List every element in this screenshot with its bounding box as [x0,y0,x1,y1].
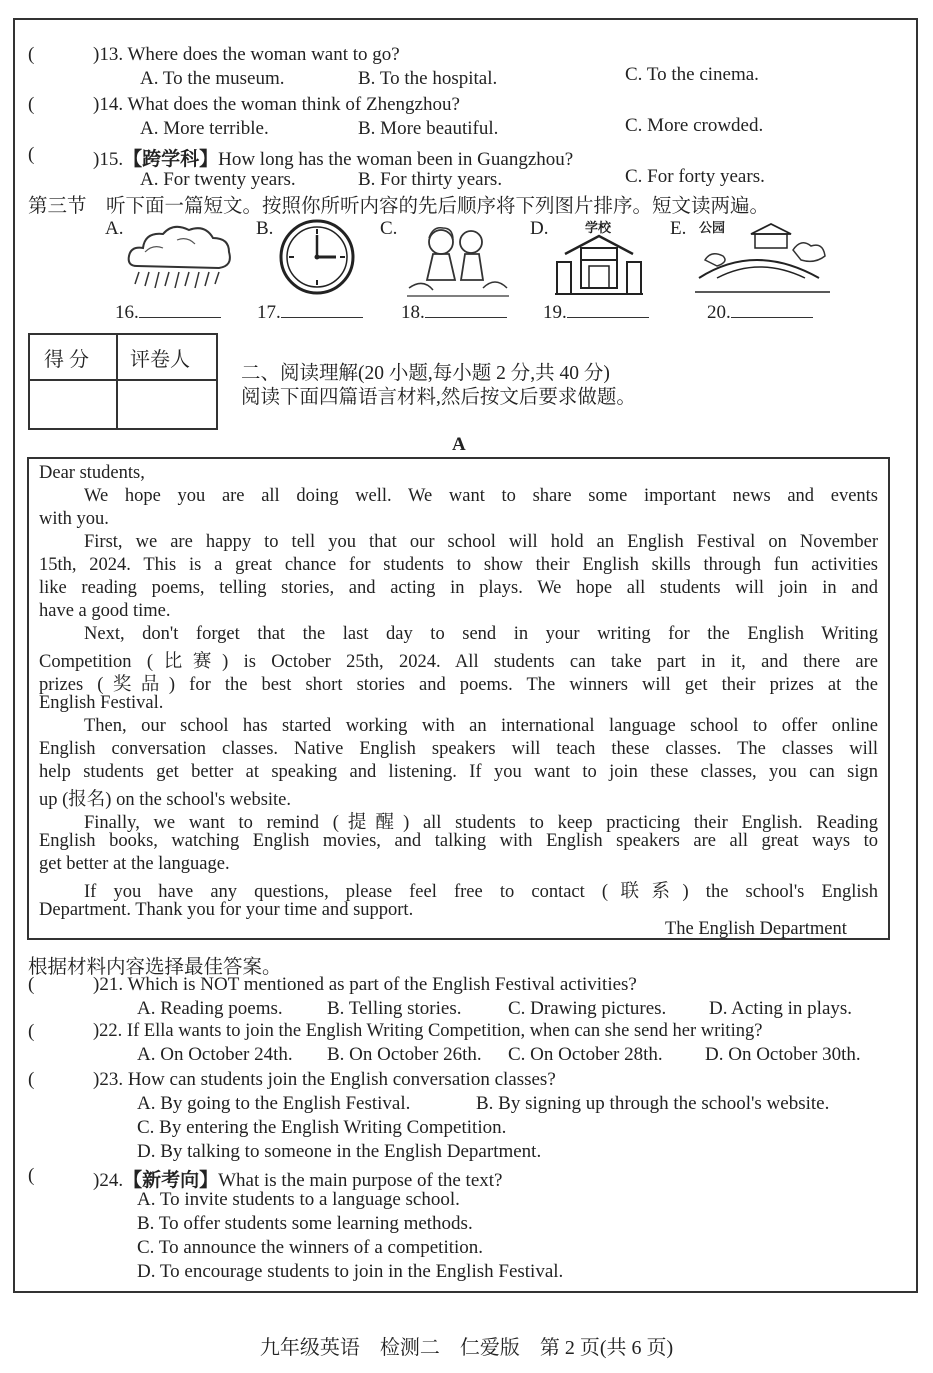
question-13: )13. Where does the woman want to go? [93,44,400,65]
option-24b: B. To offer students some learning methods. [137,1213,473,1234]
picture-letter-a: A. [105,218,124,239]
option-21a: A. Reading poems. [137,998,283,1019]
option-23c: C. By entering the English Writing Competition. [137,1117,507,1138]
answer-line[interactable] [731,299,813,318]
cross-subject-tag: 【跨学科】 [123,149,219,170]
blank-18[interactable] [401,299,507,324]
answer-line[interactable] [425,299,507,318]
passage-line: If you have any questions, please feel free to contact (联系) the school's English [84,882,878,902]
table-divider [30,379,216,381]
question-24 [93,1165,502,1192]
part2-instruction: 阅读下面四篇语言材料,然后按文后要求做题。 [241,387,636,408]
option-24c: C. To announce the winners of a competition. [137,1237,484,1258]
blank-17[interactable] [257,299,363,324]
passage-line: Competition (比赛) is October 25th, 2024. All students can take part in it, and there are [39,652,878,672]
passage-line: like reading poems, telling stories, and acting in plays. We hope all students will join in and [39,578,878,598]
answer-bracket: ( [28,974,35,995]
answer-bracket: ( [28,94,35,115]
answer-bracket: ( [28,1021,35,1042]
passage-line: help students get better at speaking and listening. If you want to join these classes, you can sign [39,762,878,782]
answer-bracket: ( [28,144,35,165]
answer-bracket: ( [28,1069,35,1090]
blank-19[interactable] [543,299,649,324]
passage-line: prizes (奖品) for the best short stories and poems. The winners will get their prizes at the [39,675,878,695]
passage-line: up (报名) on the school's website. [39,790,292,810]
school-sign: 学校 [585,220,612,235]
passage-line: with you. [39,509,109,529]
park-sign: 公园 [699,220,726,235]
blank-16[interactable] [115,299,221,324]
answer-line[interactable] [281,299,363,318]
section3-heading: 第三节 听下面一篇短文。按照你所听内容的先后顺序将下列图片排序。短文读两遍。 [28,196,770,217]
option-24d: D. To encourage students to join in the English Festival. [137,1261,564,1282]
question-23: )23. How can students join the English conversation classes? [93,1069,556,1090]
passage-line: Department. Thank you for your time and support. [39,900,414,920]
blank-16-number: 16. [115,302,139,323]
option-15c: C. For forty years. [625,166,765,187]
option-14a: A. More terrible. [140,118,269,139]
option-22c: C. On October 28th. [508,1044,663,1065]
option-21c: C. Drawing pictures. [508,998,667,1019]
passage-signature: The English Department [665,919,847,939]
blank-17-number: 17. [257,302,281,323]
option-22a: A. On October 24th. [137,1044,293,1065]
answer-bracket: ( [28,1165,35,1186]
option-13b: B. To the hospital. [358,68,498,89]
option-24a: A. To invite students to a language school. [137,1189,460,1210]
children-icon [403,218,513,298]
part2-title: 二、阅读理解(20 小题,每小题 2 分,共 40 分) [241,363,610,384]
question-21: )21. Which is NOT mentioned as part of the English Festival activities? [93,974,637,995]
passage-line: English Festival. [39,693,164,713]
option-23b: B. By signing up through the school's website. [476,1093,830,1114]
question-15-text: How long has the woman been in Guangzhou? [218,149,574,170]
picture-letter-c: C. [380,218,398,239]
passage-line: get better at the language. [39,854,230,874]
picture-letter-d: D. [530,218,549,239]
option-13a: A. To the museum. [140,68,285,89]
picture-letter-b: B. [256,218,274,239]
option-21b: B. Telling stories. [327,998,462,1019]
option-14c: C. More crowded. [625,115,764,136]
passage-line: Finally, we want to remind (提醒) all students to keep practicing their English. Reading [84,813,878,833]
question-22: )22. If Ella wants to join the English Writing Competition, when can she send her writing? [93,1021,763,1041]
page-footer: 九年级英语 检测二 仁爱版 第 2 页(共 6 页) [259,1337,674,1359]
passage-line: Next, don't forget that the last day to send in your writing for the English Writing [84,624,878,644]
table-divider [116,335,118,428]
passage-line: have a good time. [39,601,171,621]
blank-20-number: 20. [707,302,731,323]
passage-label: A [452,434,466,455]
passage-line: We hope you are all doing well. We want to share some important news and events [84,486,878,506]
picture-letter-e: E. [670,218,687,239]
choose-instruction: 根据材料内容选择最佳答案。 [28,957,282,978]
answer-line[interactable] [567,299,649,318]
passage-greeting: Dear students, [39,463,145,483]
option-23d: D. By talking to someone in the English Department. [137,1141,542,1162]
clock-icon [278,218,356,296]
question-24-text: What is the main purpose of the text? [218,1170,503,1191]
passage-line: English conversation classes. Native English speakers will teach these classes. The classes will [39,739,878,759]
answer-bracket: ( [28,44,35,65]
park-pavilion-icon [695,220,830,300]
passage-line: First, we are happy to tell you that our school will hold an English Festival on November [84,532,878,552]
option-13c: C. To the cinema. [625,64,759,85]
answer-line[interactable] [139,299,221,318]
option-21d: D. Acting in plays. [709,998,853,1019]
option-22b: B. On October 26th. [327,1044,482,1065]
option-14b: B. More beautiful. [358,118,499,139]
option-15b: B. For thirty years. [358,169,503,190]
score-table [28,333,218,430]
option-22d: D. On October 30th. [705,1044,861,1065]
blank-20[interactable] [707,299,813,324]
blank-18-number: 18. [401,302,425,323]
passage-line: 15th, 2024. This is a great chance for students to show their English skills through fun activities [39,555,878,575]
passage-line: English books, watching English movies, and talking with English speakers are all great ways to [39,831,878,851]
option-23a: A. By going to the English Festival. [137,1093,411,1114]
passage-line: Then, our school has started working with an international language school to offer online [84,716,878,736]
new-direction-tag: 【新考向】 [123,1170,219,1191]
question-24-number: )24. [93,1170,124,1191]
question-15 [93,144,573,171]
rain-cloud-icon [125,222,235,294]
option-15a: A. For twenty years. [140,169,296,190]
score-header: 得 分 [44,349,89,371]
school-gate-icon [555,232,643,298]
question-15-number: )15. [93,149,124,170]
grader-header: 评卷人 [130,349,190,371]
blank-19-number: 19. [543,302,567,323]
question-14: )14. What does the woman think of Zhengzhou? [93,94,460,115]
